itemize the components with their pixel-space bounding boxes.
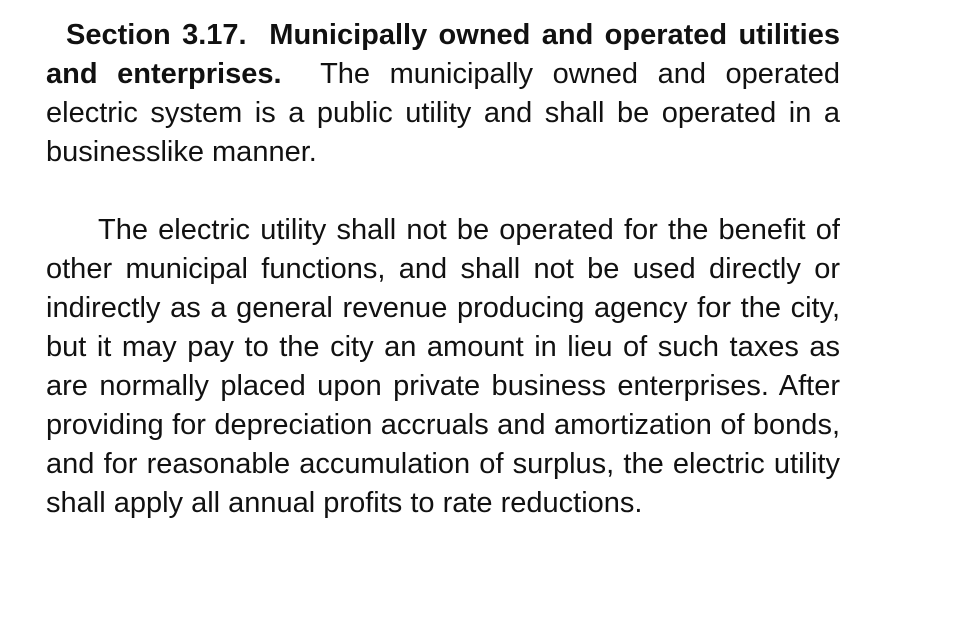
section-title: Municipally owned and operated utilities and enterprises. (46, 19, 840, 90)
paragraph-section-3-17 (46, 16, 840, 172)
section-intro-text: The municipally owned and operated electric system is a public utility and shall be operated in a businesslike manner. (46, 58, 841, 168)
section-number: Section 3.17. (66, 19, 247, 51)
document-page (46, 16, 840, 523)
paragraph-electric-utility: The electric utility shall not be operated for the benefit of other municipal functions, and shall not be used directly or indirectly as a general revenue producing agency for the city, but it may pay to the city an amount in lieu of such taxes as are normally placed upon private business enterprises. After providing for depreciation accruals and amortization of bonds, and for reasonable accumulation of surplus, the electric utility shall apply all annual profits to rate reductions. (46, 214, 840, 519)
